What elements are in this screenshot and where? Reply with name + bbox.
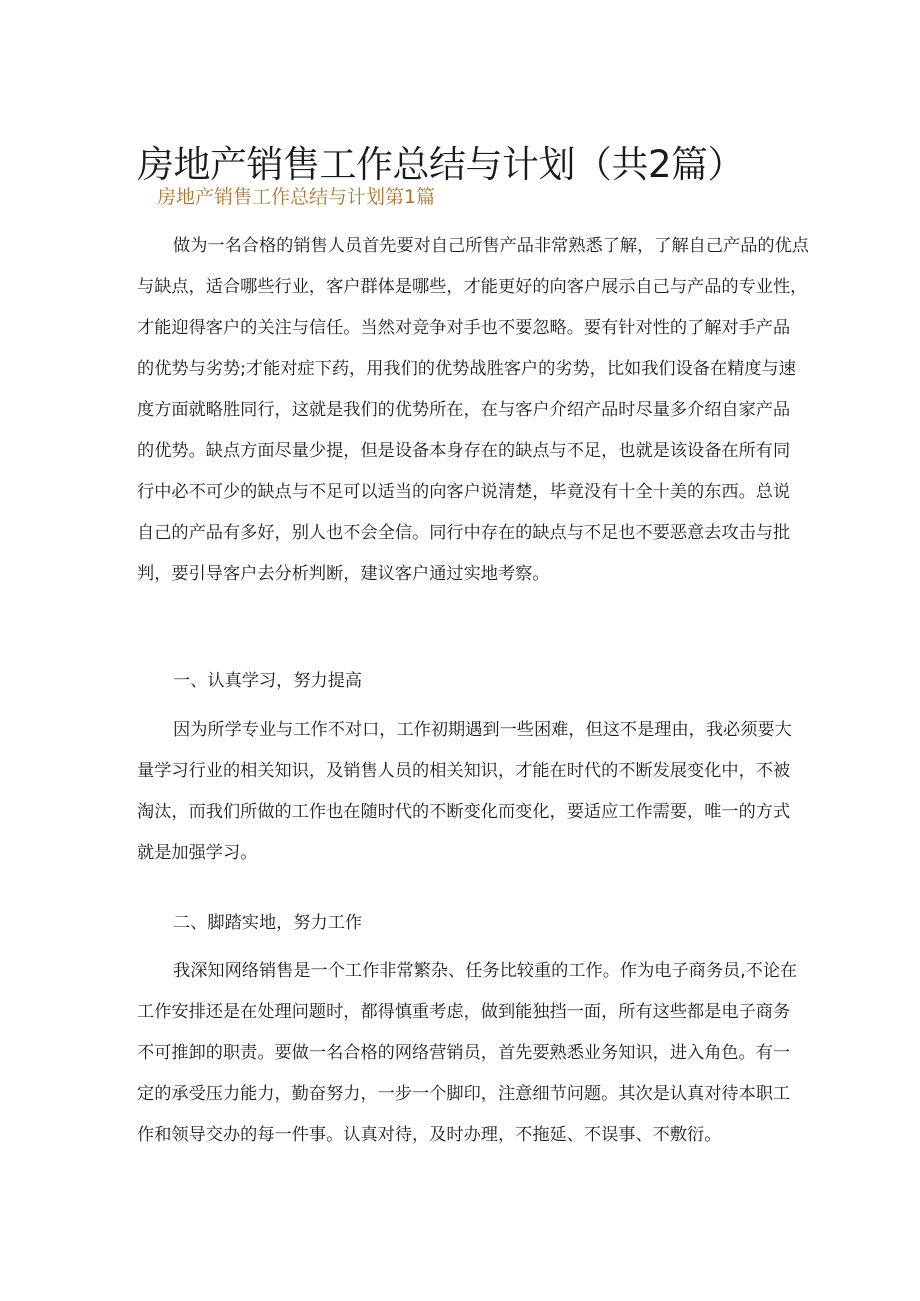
paragraph-line: 自己的产品有多好，别人也不会全信。同行中存在的缺点与不足也不要恶意去攻击与批: [137, 523, 791, 543]
document-title: 房地产销售工作总结与计划（共2篇）: [137, 142, 745, 186]
section-title: 房地产销售工作总结与计划第1篇: [157, 186, 436, 208]
paragraph-line: 做为一名合格的销售人员首先要对自己所售产品非常熟悉了解，了解自己产品的优点: [173, 236, 809, 256]
paragraph-line: 度方面就略胜同行，这就是我们的优势所在，在与客户介绍产品时尽量多介绍自家产品: [137, 400, 791, 420]
paragraph-2: [137, 710, 792, 874]
paragraph-line: 量学习行业的相关知识，及销售人员的相关知识，才能在时代的不断发展变化中，不被: [137, 761, 791, 781]
paragraph-line: 淘汰，而我们所做的工作也在随时代的不断变化而变化，要适应工作需要，唯一的方式: [137, 802, 791, 822]
paragraph-line: 定的承受压力能力，勤奋努力，一步一个脚印，注意细节问题。其次是认真对待本职工: [137, 1084, 791, 1104]
paragraph-line: 才能迎得客户的关注与信任。当然对竞争对手也不要忽略。要有针对性的了解对手产品: [137, 318, 791, 338]
paragraph-1: [137, 226, 809, 595]
paragraph-line: 行中必不可少的缺点与不足可以适当的向客户说清楚，毕竟没有十全十美的东西。总说: [137, 482, 791, 502]
paragraph-line: 因为所学专业与工作不对口，工作初期遇到一些困难，但这不是理由，我必须要大: [173, 720, 792, 740]
paragraph-3: [137, 951, 798, 1156]
paragraph-line: 不可推卸的职责。要做一名合格的网络营销员，首先要熟悉业务知识，进入角色。有一: [137, 1043, 791, 1063]
heading-study: 一、认真学习，努力提高: [173, 671, 363, 691]
paragraph-line: 的优势。缺点方面尽量少提，但是设备本身存在的缺点与不足，也就是该设备在所有同: [137, 441, 791, 461]
paragraph-line: 作和领导交办的每一件事。认真对待，及时办理，不拖延、不误事、不敷衍。: [137, 1125, 722, 1145]
paragraph-line: 就是加强学习。: [137, 843, 258, 863]
paragraph-line: 与缺点，适合哪些行业，客户群体是哪些，才能更好的向客户展示自己与产品的专业性，: [137, 277, 808, 297]
paragraph-line: 工作安排还是在处理问题时，都得慎重考虑，做到能独挡一面，所有这些都是电子商务: [137, 1002, 791, 1022]
paragraph-line: 的优势与劣势;才能对症下药，用我们的优势战胜客户的劣势，比如我们设备在精度与速: [137, 359, 796, 379]
heading-work: 二、脚踏实地，努力工作: [173, 913, 363, 933]
paragraph-line: 我深知网络销售是一个工作非常繁杂、任务比较重的工作。作为电子商务员,不论在: [173, 961, 798, 981]
paragraph-line: 判，要引导客户去分析判断，建议客户通过实地考察。: [137, 564, 550, 584]
